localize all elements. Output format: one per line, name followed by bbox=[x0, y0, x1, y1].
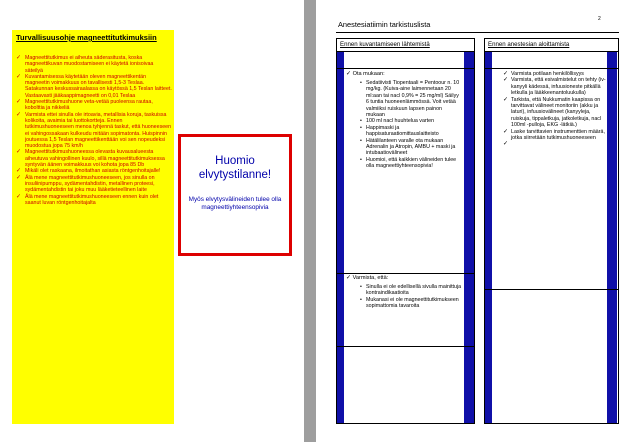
checkmark-icon: ✓ bbox=[16, 111, 22, 118]
checkmark-icon: ✓ bbox=[16, 99, 22, 106]
checklist-item: ✓ Varmista potilaan henkilöllisyys bbox=[503, 71, 584, 77]
take-along-list bbox=[358, 80, 462, 170]
list-item: • Sedatiivisti Tiopentaali = Pentoour n. 10 mg/kg. (Kuiva-aine laimennetaan 20 ml:aan tai nacl 0,9% = 25 mg/ml) Säilyy 6 tuntia huoneenlämmössä. Voit vetää valmiiksi ruiskuun lapsen painon mukaan bbox=[360, 80, 460, 119]
before-imaging-column bbox=[336, 38, 475, 424]
safety-instructions-panel bbox=[12, 30, 174, 424]
checkmark-icon: ✓ bbox=[16, 193, 22, 200]
list-item: • Huomioi, että kaikkien välineiden tulee olla magneettiyhteensopivia! bbox=[360, 156, 457, 170]
safety-item: ✓ Magneettitutkimus ei aiheuta säderasitusta, koska magneettikuvan muodostamiseen ei käytetä ionisoivaa säteilyä bbox=[16, 55, 154, 74]
checkmark-icon: ✓ bbox=[503, 77, 508, 84]
bullet-icon: • bbox=[360, 284, 362, 290]
safety-item: ✓ Älä mene magneettitutkimushuoneeseen ennen kuin olet saanut luvan röntgenhoitajalta bbox=[16, 193, 159, 206]
checklist-item: ✓ Laske tarvittavien instrumenttien määrä, jotka siirretään tutkimushuoneeseen bbox=[503, 128, 605, 142]
list-item: • Sinulla ei ole edellisellä sivulla mainittuja kontraindikaatioita bbox=[360, 284, 462, 297]
column-header: Ennen kuvantamiseen lähtemistä bbox=[337, 39, 474, 52]
safety-item: ✓ Mikäli olet raskaana, ilmoitathan asiasta röntgenhoitajalle! bbox=[16, 168, 161, 175]
navy-band-right bbox=[607, 52, 617, 423]
take-along-label: ✓ Ota mukaan: bbox=[346, 71, 385, 77]
checkmark-icon: ✓ bbox=[16, 174, 22, 181]
verify-label: ✓ Varmista, että: bbox=[346, 275, 389, 281]
checkmark-icon: ✓ bbox=[16, 168, 22, 175]
checkmark-icon: ✓ bbox=[503, 141, 508, 148]
checkmark-icon: ✓ bbox=[346, 71, 352, 77]
title-rule bbox=[336, 32, 619, 33]
bullet-icon: • bbox=[360, 156, 362, 163]
section-rule bbox=[337, 68, 474, 69]
safety-item: ✓ Kuvantamisessa käytetään oleven magneettikentän magneetin voimakkuus on tavallisesti 1,5-3 Teslaa. Satakunnan keskussairaalassa on käytössä 1,5 Teslan laitteet. Vastaavasti jääkaappimagneetti on 0,01 Teslaa bbox=[16, 73, 172, 99]
navy-band-left bbox=[485, 52, 492, 423]
list-item: • Mukanasi ei ole magneettitutkimukseen sopimattomia tavaroita bbox=[360, 296, 459, 310]
checkmark-icon: ✓ bbox=[16, 55, 22, 61]
safety-title: Turvallisuusohje magneettitutkimuksiin bbox=[16, 33, 157, 42]
document-page-2 bbox=[316, 0, 630, 442]
take-along-box bbox=[358, 78, 464, 272]
checkmark-icon: ✓ bbox=[16, 73, 22, 80]
safety-item: ✓ Magneettitutkimushuone veta-vetää puoleensa rautaa, kobolttia ja nikkeliä bbox=[16, 99, 153, 112]
page-number: 2 bbox=[598, 16, 601, 22]
navy-band-right bbox=[464, 52, 474, 423]
checklist-title: Anestesiatiimin tarkistuslista bbox=[338, 20, 431, 29]
notice-title: Huomio elvytystilanne! bbox=[198, 155, 272, 181]
checkmark-icon: ✓ bbox=[346, 275, 352, 281]
document-page-1 bbox=[0, 0, 304, 442]
safety-item: ✓ Varmista ettei sinulla ole irtoavia, metallisia koruja, taskuissa kolikoita, avaimia tai luottokortteja. Ennen tutkimushuoneeseen menoa tyhjennä taskut, että huoneeseen ei vahingossakaan kulkeudu mitään sopimatonta. Huispinnin joutuessa 1,5 Teslan magneettikenttään voi sen nopeudeksi muodostua jopa 75 km/h bbox=[16, 111, 172, 150]
checklist-item: ✓ Tarkista, että Nukkumatin kaapissa on tarvittavat välineet monitoriin (akku ja laturi), infuusiovälineet (kanyyleja, ruiskuja, tippaletkuja, jatkoletkuja, nacl 100ml -pulloja, EKG -lätkiä.) bbox=[503, 96, 602, 129]
checkmark-icon: ✓ bbox=[503, 128, 508, 135]
resuscitation-notice bbox=[178, 134, 292, 256]
list-item: • Hätälilanteen varalle ota mukaan Adrenalin ja Atropin, AMBU + maski ja intubaatiovälineet bbox=[360, 137, 456, 157]
safety-list bbox=[15, 55, 172, 206]
list-item: • Happimaski ja happisaturaatiomittauslaitteisto bbox=[360, 124, 439, 138]
checklist-item: ✓ Varmista, että esivalmistelut on tehty (iv-kanyyli kädessä, infuusioneste pitkällä letkulla ja lääkkeenantoluukulla) bbox=[503, 77, 606, 97]
safety-item: ✓ Magneettitutkimushuoneessa olevasta kuvausalueesta aiheutuva vahingollinen kuulo, sillä magneettitutkimuksessa syntyvän äänen voimakkuus voi kohota jopa 85 Db bbox=[16, 149, 165, 169]
bullet-icon: • bbox=[360, 137, 362, 144]
verify-list bbox=[358, 284, 462, 310]
section-rule bbox=[485, 289, 618, 290]
verify-box bbox=[358, 282, 464, 346]
checkmark-icon: ✓ bbox=[503, 96, 508, 103]
checkmark-icon: ✓ bbox=[16, 149, 22, 156]
section-rule bbox=[337, 346, 474, 347]
navy-band-left bbox=[337, 52, 344, 423]
checkmark-icon: ✓ bbox=[503, 71, 508, 77]
notice-text: Myös elvytysvälineiden tulee olla magneettiyhteensopivia bbox=[188, 196, 282, 211]
list-item: • 100 ml nacl huuhtelua varten bbox=[360, 118, 435, 125]
bullet-icon: • bbox=[360, 118, 362, 125]
anesthesia-checklist-box bbox=[502, 69, 607, 289]
bullet-icon: • bbox=[360, 296, 362, 303]
bullet-icon: • bbox=[360, 124, 362, 131]
safety-item: ✓ Älä mene magneettitutkimushuoneeseen, jos sinulla on insuliinipumppu, sydämentahdistin, metallinen proteesi, sydämentahdistin tai joku muu lääketieteellinen laite bbox=[16, 174, 155, 194]
bullet-icon: • bbox=[360, 80, 362, 86]
column-header: Ennen anestesian aloittamista bbox=[485, 39, 618, 52]
anesthesia-checklist bbox=[502, 71, 606, 148]
before-anesthesia-column bbox=[484, 38, 619, 424]
